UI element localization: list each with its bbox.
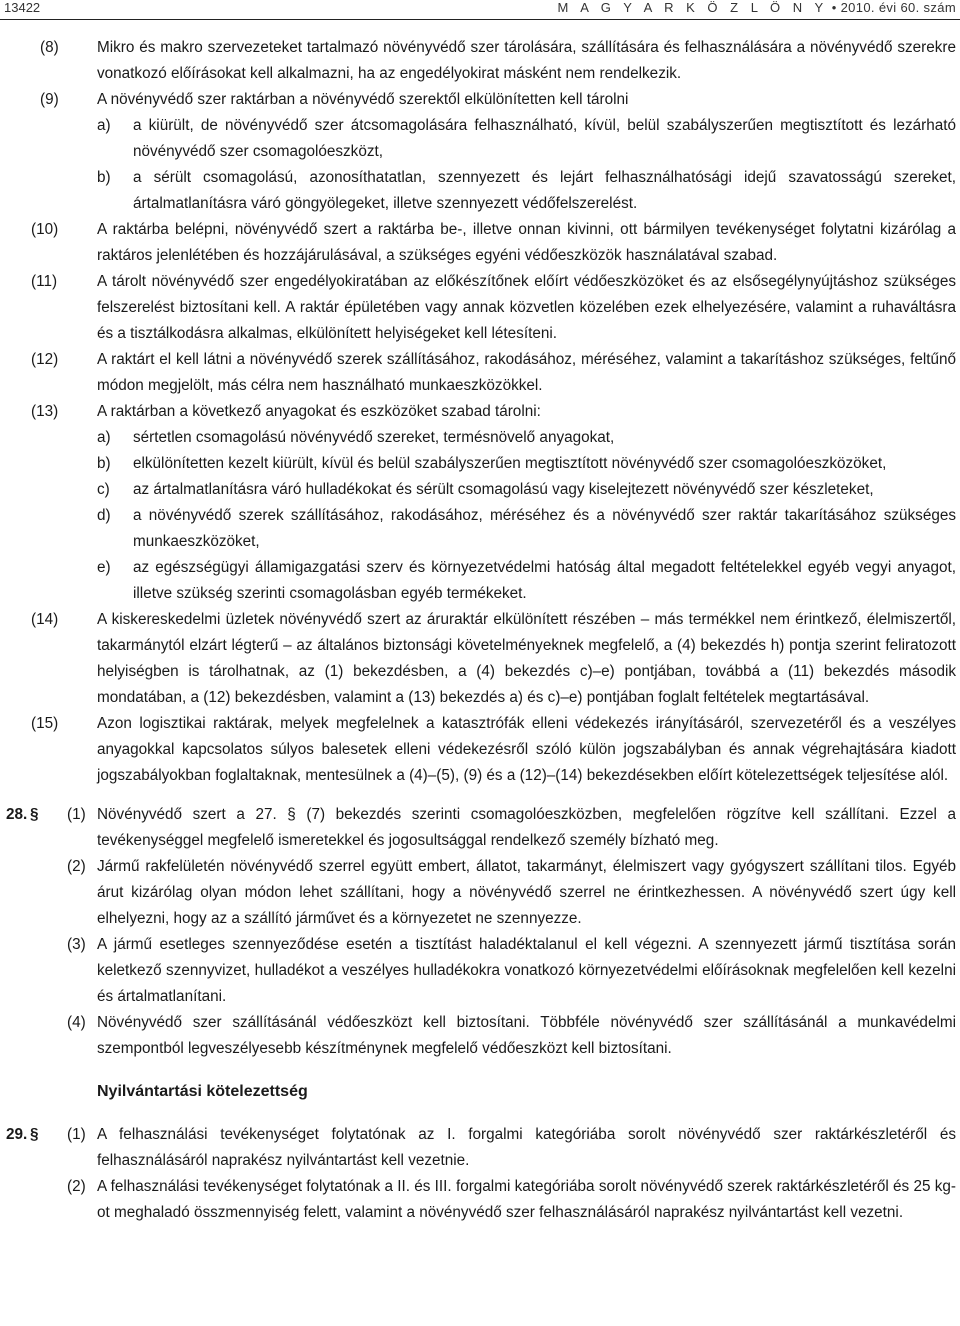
paragraph-28-3 (0, 932, 960, 1010)
paragraph-28-2 (0, 854, 960, 932)
item-letter: b) (97, 169, 111, 186)
list-item (0, 165, 960, 217)
list-item (0, 503, 960, 555)
item-text: a növényvédő szerek szállításához, rakodásához, méréséhez és a növényvédő szer raktár takarításához szükséges munkaeszközöket, (133, 507, 956, 550)
document-body (0, 35, 960, 1226)
paragraph-number: (9) (40, 91, 59, 108)
paragraph-text: A raktárt el kell látni a növényvédő szerek szállításához, rakodásához, méréséhez, valamint a takarításhoz szükséges, feltűnő módon megjelölt, más célra nem használható munkaeszközökkel. (97, 351, 956, 394)
paragraph-27-11 (0, 269, 960, 347)
paragraph-number: (14) (31, 611, 59, 628)
item-text: a sérült csomagolású, azonosíthatatlan, szennyezett és lejárt felhasználhatósági idejű szavatosságú szereket, ártalmatlanításra váró göngyölegeket, illetve szennyezett védőfelszerelést. (133, 169, 956, 212)
list-item (0, 451, 960, 477)
paragraph-28-1 (0, 802, 960, 854)
paragraph-number: (15) (31, 715, 59, 732)
paragraph-text: A felhasználási tevékenységet folytatónak a II. és III. forgalmi kategóriába sorolt növényvédő szerek raktárkészletéről és 25 kg-ot meghaladó összmennyiség felett, valamint a növényvédő szer felhasználásáról naprakész nyilvántartást kell vezetni. (97, 1178, 956, 1221)
paragraph-27-8 (0, 35, 960, 87)
paragraph-27-14 (0, 607, 960, 711)
item-text: elkülönítetten kezelt kiürült, kívül és belül szabályszerűen megtisztított növényvédő szer csomagolóeszközöket, (133, 455, 887, 472)
section-28 (0, 802, 960, 1062)
paragraph-number: (8) (40, 39, 59, 56)
item-text: az egészségügyi államigazgatási szerv és környezetvédelmi hatóság által megadott feltételekkel egyéb vegyi anyagot, illetve szükség szerinti csomagolásban egyéb termékeket. (133, 559, 956, 602)
section-number: 29. (6, 1126, 28, 1143)
section-29 (0, 1122, 960, 1226)
header-bullet: • (831, 0, 837, 15)
item-letter: b) (97, 455, 111, 472)
paragraph-number: (4) (67, 1014, 86, 1031)
paragraph-text: A kiskereskedelmi üzletek növényvédő szert az áruraktár elkülönített részében – más termékkel nem érintkező, élelmiszertől, takarmánytól elzárt légterű – az általános biztonsági követelményeknek megfelelő, a (4) bekezdés h) pontja szerint feliratozott helyiségben is tárolhatnak, az (1) bekezdésben, a (4) bekezdés c)–e) pontjában, továbbá a (11) bekezdés második mondatában, a (12) bekezdésben, valamint a (13) bekezdés a) és c)–e) pontjában foglalt feltételek megtartásával. (97, 611, 956, 706)
page-header (0, 0, 960, 20)
paragraph-number: (1) (67, 806, 86, 823)
journal-title (557, 0, 956, 16)
section-heading: Nyilvántartási kötelezettség (97, 1083, 308, 1100)
paragraph-text: Azon logisztikai raktárak, melyek megfelelnek a katasztrófák elleni védekezés irányításáról, szervezetéről és a veszélyes anyagokkal kapcsolatos súlyos balesetek elleni védekezésről szóló külön jogszabályban és annak végrehajtására kiadott jogszabályokban foglaltaknak, mentesülnek a (4)–(5), (9) és a (12)–(14) bekezdésekben előírt kötelezettségek teljesítése alól. (97, 715, 956, 784)
item-text: a kiürült, de növényvédő szer átcsomagolására felhasználható, kívül, belül szabályszerűen megtisztított és lezárható növényvédő szer csomagolóeszközt, (133, 117, 956, 160)
paragraph-number: (13) (31, 403, 59, 420)
section-sign: § (30, 1126, 39, 1143)
paragraph-28-4 (0, 1010, 960, 1062)
issue-label: 2010. évi 60. szám (840, 0, 956, 15)
journal-name: M A G Y A R K Ö Z L Ö N Y (557, 0, 828, 15)
paragraph-text: A tárolt növényvédő szer engedélyokiratában az előkészítőnek előírt védőeszközöket és az elsősegélynyújtáshoz szükséges felszerelést biztosítani kell. A raktár épületében vagy annak közvetlen közelében ezek elhelyezésére, valamint a ruhaváltásra és a tisztálkodásra alkalmas, elkülönített helyiségeket kell létesíteni. (97, 273, 956, 342)
paragraph-number: (2) (67, 1178, 86, 1195)
paragraph-number: (12) (31, 351, 59, 368)
paragraph-27-9 (0, 87, 960, 113)
paragraph-number: (11) (31, 273, 58, 290)
paragraph-text: Mikro és makro szervezeteket tartalmazó növényvédő szer tárolására, szállítására és felhasználására a növényvédő szerekre vonatkozó előírásokat kell alkalmazni, ha az engedélyokirat másként nem rendelkezik. (97, 39, 956, 82)
paragraph-text: A felhasználási tevékenységet folytatónak az I. forgalmi kategóriába sorolt növényvédő szer raktárkészletéről és felhasználásáról naprakész nyilvántartást kell vezetnie. (97, 1126, 956, 1169)
item-letter: c) (97, 481, 110, 498)
paragraph-text: A raktárba belépni, növényvédő szert a raktárba be-, illetve onnan kivinni, ott bármilyen tevékenységet folytatni kizárólag a raktáros jelenlétében és hozzájárulásával, a szükséges egyéni védőeszközök használatával szabad. (97, 221, 956, 264)
paragraph-27-13 (0, 399, 960, 425)
paragraph-number: (10) (31, 221, 59, 238)
paragraph-text: A jármű esetleges szennyeződése esetén a tisztítást haladéktalanul el kell végezni. A szennyezett jármű tisztítása során keletkező szennyvizet, hulladékot a veszélyes hulladékokra vonatkozó környezetvédelmi előírásoknak megfelelően kell kezelni és ártalmatlanítani. (97, 936, 956, 1005)
paragraph-27-10 (0, 217, 960, 269)
paragraph-text: A növényvédő szer raktárban a növényvédő szerektől elkülönítetten kell tárolni (97, 91, 629, 108)
item-text: sértetlen csomagolású növényvédő szereket, termésnövelő anyagokat, (133, 429, 615, 446)
item-letter: e) (97, 559, 111, 576)
paragraph-27-15 (0, 711, 960, 789)
header-rule (0, 19, 960, 20)
item-letter: d) (97, 507, 111, 524)
paragraph-text: Jármű rakfelületén növényvédő szerrel együtt embert, állatot, takarmányt, élelmiszert vagy gyógyszert szállítani tilos. Egyéb árut kizárólag olyan módon lehet szállítani, hogy a növényvédő szerrel ne érintkezhessen. A növényvédő szert úgy kell elhelyezni, hogy az a szállító járművet és a környezetet ne szennyezze. (97, 858, 956, 927)
item-letter: a) (97, 117, 111, 134)
paragraph-number: (2) (67, 858, 86, 875)
list-item (0, 425, 960, 451)
paragraph-29-2 (0, 1174, 960, 1226)
paragraph-number: (1) (67, 1126, 86, 1143)
section-number: 28. (6, 806, 28, 823)
paragraph-27-12 (0, 347, 960, 399)
paragraph-text: Növényvédő szer szállításánál védőeszközt kell biztosítani. Többféle növényvédő szer szállításánál a munkavédelmi szempontból legveszélyesebb készítménynek megfelelő védőeszközt kell biztosítani. (97, 1014, 956, 1057)
list-item (0, 477, 960, 503)
paragraph-text: Növényvédő szert a 27. § (7) bekezdés szerinti csomagolóeszközben, megfelelően rögzítve kell szállítani. Ezzel a tevékenységgel megfelelő ismeretekkel és jogosultsággal rendelkező személy bízható meg. (97, 806, 956, 849)
item-text: az ártalmatlanításra váró hulladékokat és sérült csomagolású vagy kiselejtezett növényvédő szer készleteket, (133, 481, 874, 498)
section-sign: § (30, 806, 39, 823)
page-number: 13422 (4, 0, 41, 15)
paragraph-29-1 (0, 1122, 960, 1174)
list-item (0, 113, 960, 165)
paragraph-number: (3) (67, 936, 86, 953)
list-item (0, 555, 960, 607)
paragraph-text: A raktárban a következő anyagokat és eszközöket szabad tárolni: (97, 403, 541, 420)
item-letter: a) (97, 429, 111, 446)
